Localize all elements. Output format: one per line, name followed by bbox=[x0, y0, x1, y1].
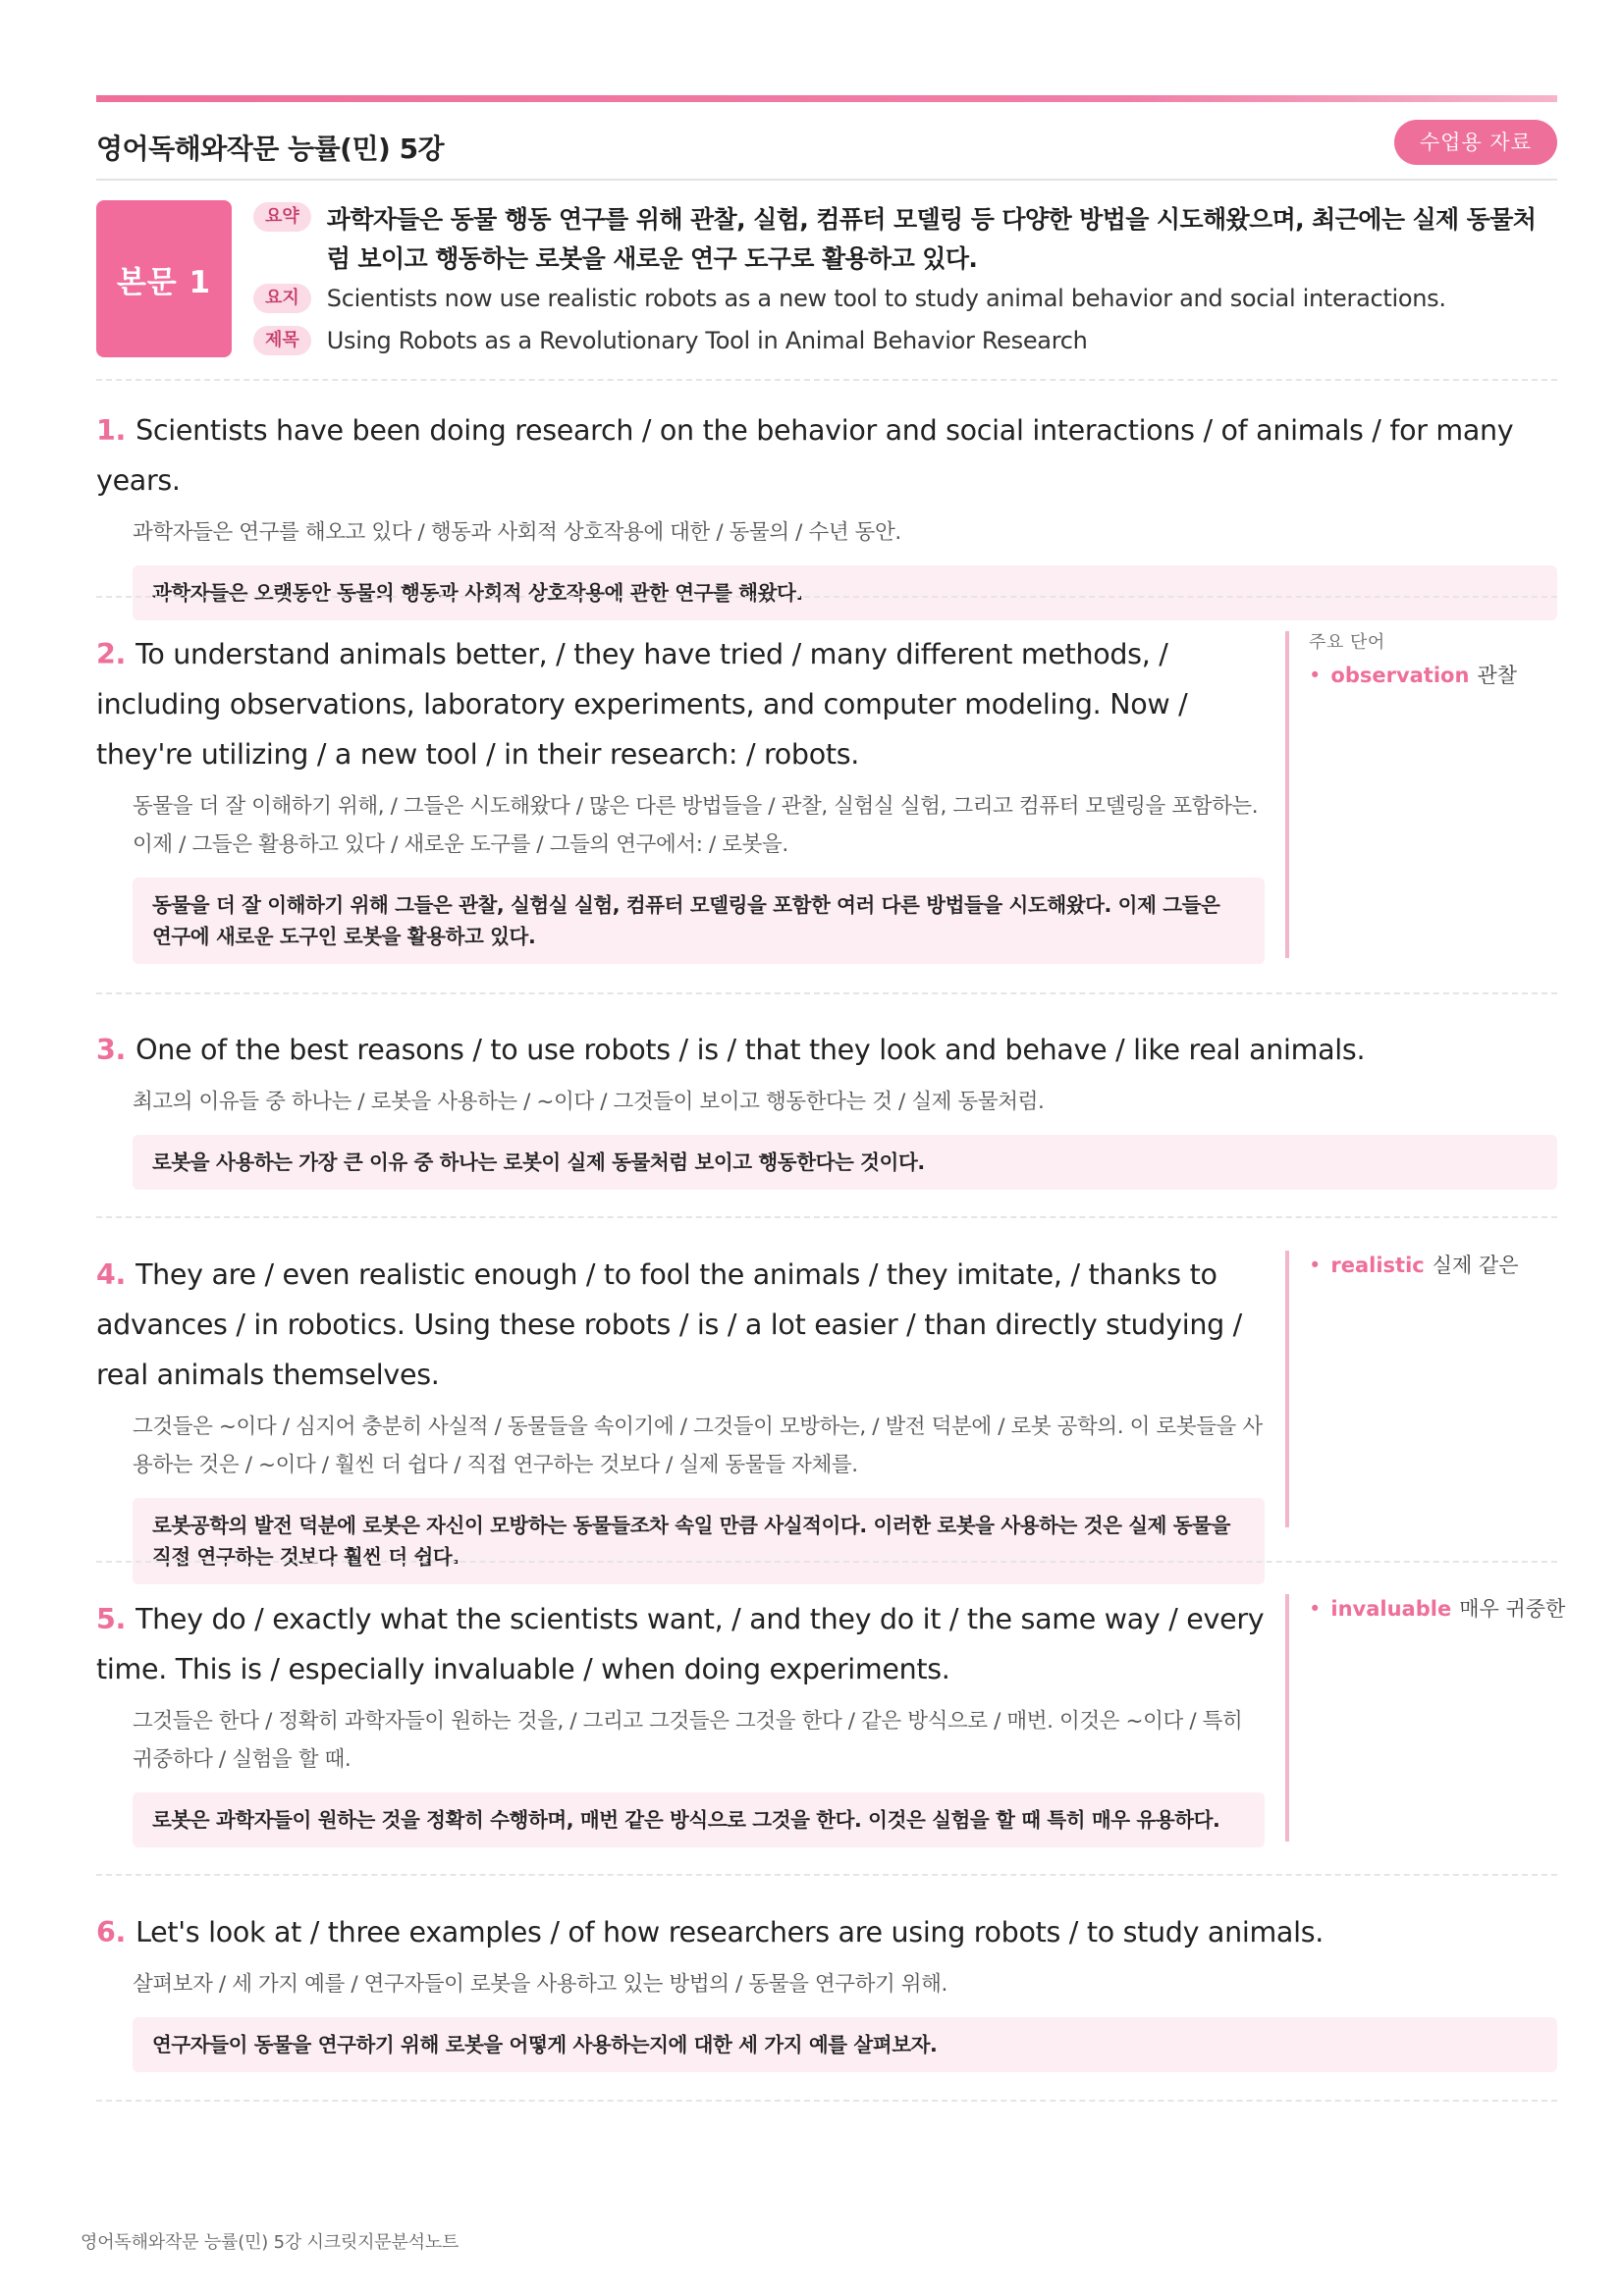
summary-tag: 요약 bbox=[253, 202, 311, 232]
sentence-item bbox=[96, 1907, 1557, 2072]
top-accent-bar bbox=[96, 95, 1557, 102]
chunk-translation: 최고의 이유들 중 하나는 / 로봇을 사용하는 / ~이다 / 그것들이 보이고 행동한다는 것 / 실제 동물처럼. bbox=[133, 1090, 1045, 1114]
class-material-badge: 수업용 자료 bbox=[1394, 120, 1557, 165]
full-translation: 연구자들이 동물을 연구하기 위해 로봇을 어떻게 사용하는지에 대한 세 가지 예를 살펴보자. bbox=[133, 2017, 1557, 2072]
sentence-number: 6. bbox=[96, 1916, 127, 1949]
full-translation: 동물을 더 잘 이해하기 위해 그들은 관찰, 실험실 실험, 컴퓨터 모델링을 포함한 여러 다른 방법들을 시도해왔다. 이제 그들은 연구에 새로운 도구인 로봇을 활용하고 있다. bbox=[133, 878, 1265, 964]
main-idea-text: Scientists now use realistic robots as a new tool to study animal behavior and social interactions. bbox=[326, 285, 1446, 312]
vocab-sidebar bbox=[1285, 1251, 1519, 1527]
summary-text: 과학자들은 동물 행동 연구를 위해 관찰, 실험, 컴퓨터 모델링 등 다양한 방법을 시도해왔으며, 최근에는 실제 동물처럼 보이고 행동하는 로봇을 새로운 연구 도구로 활용하고 있다. bbox=[326, 205, 1537, 273]
bullet-icon: • bbox=[1309, 1254, 1322, 1277]
vocab-meaning: 실제 같은 bbox=[1432, 1254, 1519, 1277]
chunk-translation: 과학자들은 연구를 해오고 있다 / 행동과 사회적 상호작용에 대한 / 동물의 / 수년 동안. bbox=[133, 520, 901, 545]
bullet-icon: • bbox=[1309, 1597, 1322, 1621]
page-header bbox=[96, 116, 1557, 177]
chunk-translation: 동물을 더 잘 이해하기 위해, / 그들은 시도해왔다 / 많은 다른 방법들을 / 관찰, 실험실 실험, 그리고 컴퓨터 모델링을 포함하는. 이제 / 그들은 활용하고 있다 / 새로운 도구를 / 그들의 연구에서: / 로봇을. bbox=[133, 794, 1259, 857]
sentence-number: 1. bbox=[96, 414, 127, 447]
english-sentence: They are / even realistic enough / to fool the animals / they imitate, / thanks to advances / in robotics. Using these robots / is / a lot easier / than directly studying / real animals themselves. bbox=[96, 1258, 1242, 1391]
summary-section bbox=[96, 200, 1557, 357]
sentence-number: 3. bbox=[96, 1034, 127, 1066]
header-divider bbox=[96, 179, 1557, 181]
chunk-translation: 살펴보자 / 세 가지 예를 / 연구자들이 로봇을 사용하고 있는 방법의 / 동물을 연구하기 위해. bbox=[133, 1972, 947, 1997]
english-sentence: To understand animals better, / they have tried / many different methods, / including observations, laboratory experiments, and computer modeling. Now / they're utilizing / a new tool / in their research: / robots. bbox=[96, 638, 1188, 771]
sentence-item bbox=[96, 629, 1265, 964]
vocab-sidebar bbox=[1285, 631, 1517, 958]
sentence-item bbox=[96, 1594, 1265, 1847]
vocab-item bbox=[1309, 1251, 1519, 1280]
main-idea-row bbox=[253, 282, 1446, 315]
sentence-item bbox=[96, 1250, 1265, 1584]
bullet-icon: • bbox=[1309, 664, 1322, 687]
vocab-word: invaluable bbox=[1330, 1597, 1452, 1621]
vocab-item bbox=[1309, 661, 1517, 690]
sentence-number: 4. bbox=[96, 1258, 127, 1291]
divider bbox=[96, 379, 1557, 381]
divider bbox=[96, 1561, 1557, 1563]
english-sentence: They do / exactly what the scientists want, / and they do it / the same way / every time. This is / especially invaluable / when doing experiments. bbox=[96, 1603, 1265, 1685]
full-translation: 로봇을 사용하는 가장 큰 이유 중 하나는 로봇이 실제 동물처럼 보이고 행동한다는 것이다. bbox=[133, 1135, 1557, 1190]
vocab-word: realistic bbox=[1330, 1254, 1425, 1277]
title-text: Using Robots as a Revolutionary Tool in Animal Behavior Research bbox=[326, 327, 1088, 354]
divider bbox=[96, 1216, 1557, 1218]
vocab-word: observation bbox=[1330, 664, 1470, 687]
chunk-translation: 그것들은 ~이다 / 심지어 충분히 사실적 / 동물들을 속이기에 / 그것들이 모방하는, / 발전 덕분에 / 로봇 공학의. 이 로봇들을 사용하는 것은 / ~이다 / 훨씬 더 쉽다 / 직접 연구하는 것보다 / 실제 동물들 자체를. bbox=[133, 1415, 1263, 1477]
english-sentence: Let's look at / three examples / of how researchers are using robots / to study animals. bbox=[135, 1916, 1325, 1949]
english-sentence: Scientists have been doing research / on the behavior and social interactions / of animals / for many years. bbox=[96, 414, 1514, 497]
main-idea-tag: 요지 bbox=[253, 284, 311, 313]
title-row bbox=[253, 324, 1088, 357]
chunk-translation: 그것들은 한다 / 정확히 과학자들이 원하는 것을, / 그리고 그것들은 그것을 한다 / 같은 방식으로 / 매번. 이것은 ~이다 / 특히 귀중하다 / 실험을 할 때. bbox=[133, 1709, 1243, 1772]
vocab-heading: 주요 단어 bbox=[1309, 632, 1385, 653]
summary-row bbox=[253, 200, 1557, 279]
sentence-number: 5. bbox=[96, 1603, 127, 1635]
divider bbox=[96, 2100, 1557, 2102]
english-sentence: One of the best reasons / to use robots / is / that they look and behave / like real animals. bbox=[135, 1034, 1366, 1066]
sentence-item bbox=[96, 405, 1557, 620]
title-tag: 제목 bbox=[253, 326, 311, 355]
full-translation: 로봇공학의 발전 덕분에 로봇은 자신이 모방하는 동물들조차 속일 만큼 사실적이다. 이러한 로봇을 사용하는 것은 실제 동물을 직접 연구하는 것보다 훨씬 더 쉽다. bbox=[133, 1498, 1265, 1584]
sentence-item bbox=[96, 1025, 1557, 1190]
full-translation: 로봇은 과학자들이 원하는 것을 정확히 수행하며, 매번 같은 방식으로 그것을 한다. 이것은 실험을 할 때 특히 매우 유용하다. bbox=[133, 1792, 1265, 1847]
vocab-item bbox=[1309, 1594, 1565, 1624]
full-translation: 과학자들은 오랫동안 동물의 행동과 사회적 상호작용에 관한 연구를 해왔다. bbox=[133, 565, 1557, 620]
divider bbox=[96, 992, 1557, 994]
divider bbox=[96, 596, 1557, 598]
vocab-sidebar bbox=[1285, 1594, 1565, 1842]
passage-label: 본문 1 bbox=[96, 200, 232, 357]
page-title: 영어독해와작문 능률(민) 5강 bbox=[96, 133, 445, 165]
vocab-meaning: 매우 귀중한 bbox=[1459, 1597, 1566, 1621]
divider bbox=[96, 1874, 1557, 1876]
sentence-number: 2. bbox=[96, 638, 127, 670]
page-footer: 영어독해와작문 능률(민) 5강 시크릿지문분석노트 bbox=[81, 2232, 460, 2253]
vocab-meaning: 관찰 bbox=[1477, 664, 1518, 687]
